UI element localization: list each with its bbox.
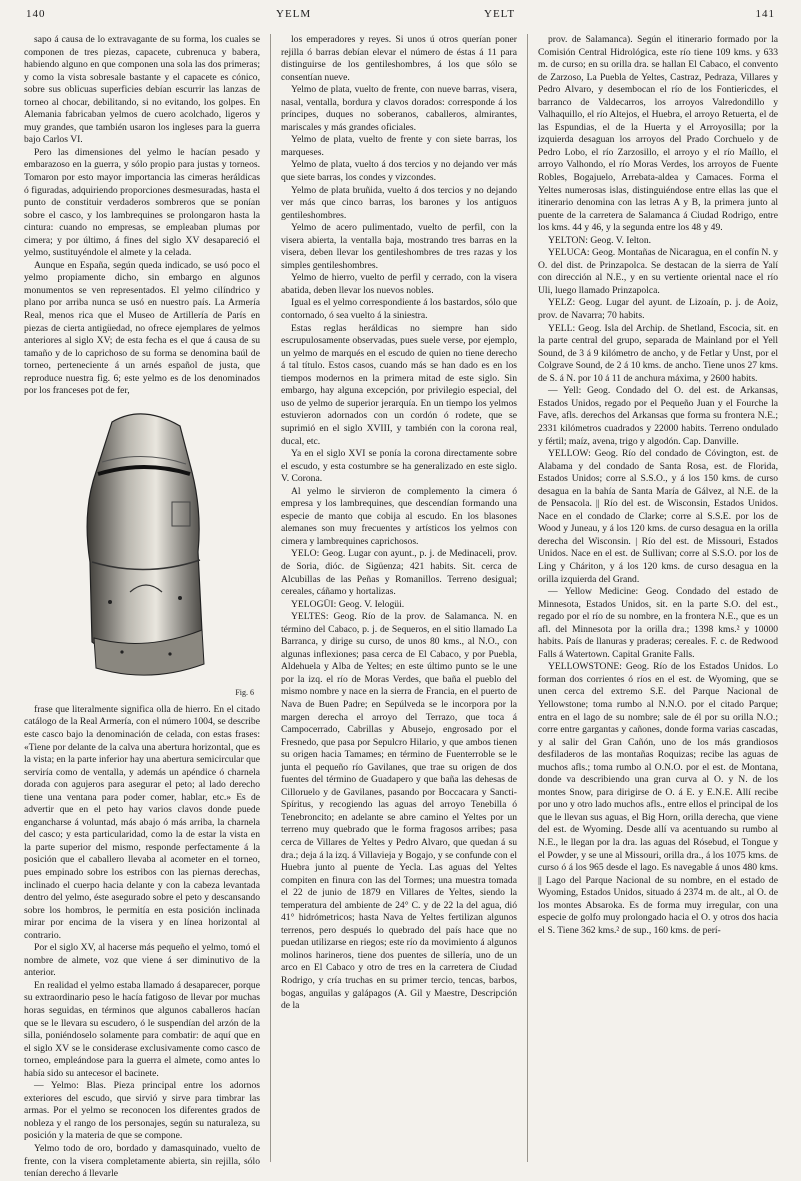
paragraph: los emperadores y reyes. Si unos ú otros querían poner rejilla ó barras debían elevar el número de éstas á 11 para distinguirse de los gentileshombres, á los que sólo se consentían nueve. bbox=[281, 34, 517, 83]
entry-yellowstone: YELLOWSTONE: Geog. Río de los Estados Unidos. Lo forman dos corrientes ó ríos en el est. de Wyoming, que se unen cerca del extremo S.E. del Parque Nacional de Yellowstone; toma rumbo al N.N.O. por el citado Parque; entra en el lago de su nombre; sale de él por su orilla N.O.; corre entre gargantas y cañones, donde forma varias cascadas, y al salir del Gran Cañón, uno de los más grandiosos desfiladeros de las montañas Roquizas; recibe las aguas de muchos afls.; toma rumbo al O.N.O. por el est. de Montana, donde va describiendo una gran curva al O. y N. de los montes Snow, para dirigirse de O. á E. y E.N.E. Allí recibe por uno y otro lado muchos afls., entre ellos el principal de los que le llevan sus aguas, el Big Horn, orilla derecha, que viene del est. de Wyoming. Desde allí va acentuando su rumbo al N.E., le llegan por la dra. las aguas del Rósebud, el Tongue y el Powder, y se une al Missouri, orilla dra., á los 1075 kms. de curso ó á los 965 desde el lago. Es navegable á unos 480 kms. || Lago del Parque Nacional de su nombre, en el estado de Wyoming, Estados Unidos, situado á 2374 m. de alt., al O. de los montes Absaroka. Es de forma muy irregular, con una especie de golfo muy prolongado hacia el O. y otros dos hacia el S. Tiene 362 kms.² de sup., 160 kms. de perí- bbox=[538, 661, 778, 936]
helmet-figure bbox=[24, 402, 260, 702]
paragraph: Yelmo de plata bruñida, vuelto á dos tercios y no dejando ver más que cinco barras, los barones y los antiguos gentileshombres. bbox=[281, 184, 517, 221]
paragraph: Ya en el siglo XVI se ponía la corona directamente sobre el escudo, y esta costumbre se ha generalizado en este siglo. V. Corona. bbox=[281, 448, 517, 485]
running-header bbox=[26, 6, 775, 26]
entry-yellow: YELLOW: Geog. Río del condado de Cóvington, est. de Alabama y del condado de Santa Rosa, est. de Florida, Estados Unidos; corre al S.S.O., y á los 150 kms. de curso desagua en la bahía de Santa María de Gálvez, al N.E. de la de Pensacola. || Río del est. de Wisconsin, Estados Unidos. Nace en el condado de Clarke; corre al S.S.E. por los de Wood y Juneau, y á los 120 kms. de curso desagua en la orilla derecha del Wisconsin. | Río del est. de Missouri, Estados Unidos. Nace en el est. de Sullivan; corre al S.S.O. por los de Ling y Cháriton, y á los 120 kms. de curso desagua en la orilla izquierda del Grand. bbox=[538, 448, 778, 585]
entry-yeluca: YELUCA: Geog. Montañas de Nicaragua, en el confín N. y O. del dist. de Prinzapolca. Se destacan de la sierra de Yalí con dirección al N.E., y en su vertiente oriental nace el río Uli, luego llamado Prinzapolca. bbox=[538, 247, 778, 296]
entry-yelo: YELO: Geog. Lugar con ayunt., p. j. de Medinaceli, prov. de Soria, dióc. de Sigüenza; 421 habits. Sit. cerca de Alcubillas de las Peñas y Romanillos. Terreno desigual; cereales, cáñamo y hortalizas. bbox=[281, 548, 517, 598]
paragraph: frase que literalmente significa olla de hierro. En el citado catálogo de la Real Armería, con el número 1004, se describe este casco bajo la denominación de celada, con estas frases: «Tiene por delante de la calva una abertura horizontal, que es la vista; en la parte inferior hay una abertura semicircular que serviría como de ventalla, y además un apéndice ó charnela dorada con agujeros para asegurar el peto; al lado derecho tiene una ventana para poder comer, hablar, etc.» Es de advertir que en el peto hay varios clavos donde puede engancharse á voluntad, más abajo ó más arriba, la charnela del casco; y esta particularidad, como la de estar la vista en la parte superior del mismo, responde perfectamente á la posición que el caballero llevaba al acometer en el torneo, pues empinado sobre los estribos con las piernas derechas, inclinado el cuerpo hacia delante y con la cabeza levantada dentro del yelmo, éste asegurado sobre el peto y descansando sobre los hombros, le permitía en esta posición inclinada mirar por encima de la visera y en línea horizontal al contrario. bbox=[24, 703, 261, 941]
column-2 bbox=[281, 34, 517, 1162]
paragraph: Por el siglo XV, al hacerse más pequeño el yelmo, tomó el nombre de almete, voz que viene á ser diminutivo de la anterior. bbox=[24, 942, 260, 979]
paragraph: prov. de Salamanca). Según el itinerario formado por la Comisión Central Hidrológica, este río tiene 109 kms. y 633 m. de curso; en su orilla dra. se hallan El Cabaco, el convento de Zarzoso, La Puebla de Yeltes, Castraz, Pedraza, Villares y Pedro Alvaro, y desembocan el río de los Fontiericdes, el barranco de Valdecarros, los arroyos Valredondillo y Valhaquillo, el río Altejos, el Huebra, el arroyo Retuerta, el de las Espundias, el de la Huerta y el Arroyosilla; por la izquierda desaguan los arroyos del Prado Corchuelo y de Pedro Lobo, el río Zarzosillo, el arroyo y el río Maíllo, el arroyo Valhondo, el río Moras Verdes, los arroyos de Fuente Robles, Bogajuelo, Arrebata-aldea y Camaces. Forma el Yeltes numerosas islas, distinguiéndose entre ellas las que el itinerario denomina con las letras A y B, la primera junto al puente de la carretera de Salamanca á Ciudad Rodrigo, entre los kms. 44 y 46, y la segunda entre los 48 y 49. bbox=[538, 34, 778, 234]
paragraph: Igual es el yelmo correspondiente á los bastardos, sólo que contornado, ó sea vuelto á la siniestra. bbox=[281, 297, 517, 322]
entry-yellow-medicine: — Yellow Medicine: Geog. Condado del estado de Minnesota, Estados Unidos, sit. en la parte S.O. del est., regado por el río de su nombre, en la frontera N.E., que es un afl. del Minnesota por la orilla dra.; 1398 kms.² y 10000 habits. País de llanuras y praderas; cereales. F. c. de Redwood Falls á Watertown. Capital Granite Falls. bbox=[538, 586, 778, 660]
column-3 bbox=[538, 34, 778, 1162]
paragraph: Yelmo de acero pulimentado, vuelto de perfil, con la visera abierta, la ventalla baja, mostrando tres barras en la visera, deben llevar los gentileshombres de tres razas y los simples gentileshombres. bbox=[281, 222, 517, 271]
paragraph: Estas reglas heráldicas no siempre han sido escrupulosamente observadas, pues suele verse, por ejemplo, un yelmo de marqués en el escudo de quien no tiene derecho á tal título. Estos casos, cuando más se han dado es en los tiempos modernos en la primera mitad de este siglo. Sin embargo, hay alguna excepción, por privilegio especial, del uso de yelmo de superior jerarquía. En un tiempo los yelmos estuvieron adornados con un cordón ó rodete, que se suprimió en el siglo XVIII, y también con la corona real, ducal, etc. bbox=[281, 322, 517, 447]
entry-yelton: YELTON: Geog. V. Ielton. bbox=[548, 234, 652, 246]
column-1 bbox=[24, 34, 261, 1180]
entry-yelogui: YELOGÜI: Geog. V. Ielogüi. bbox=[291, 598, 405, 610]
column-divider bbox=[527, 34, 528, 1162]
entry-yell-county: — Yell: Geog. Condado del O. del est. de Arkansas, Estados Unidos, regado por el Pequeño Juan y el Fourche la Fave, afls. derechos del Arkansas que forma su frontera N.E.; 2331 kilómetros cuadrados y 22000 habits. Terreno ondulado y fértil; maíz, avena, trigo y algodón. Cap. Danville. bbox=[538, 385, 778, 447]
header-word-left: YELM bbox=[276, 8, 312, 20]
paragraph: Yelmo de plata, vuelto á dos tercios y no dejando ver más que siete barras, los condes y vizcondes. bbox=[281, 159, 517, 184]
paragraph: — Yelmo: Blas. Pieza principal entre los adornos exteriores del escudo, que sirvió y sirve para timbrar las armas. Por el yelmo se reconocen los diferentes grados de nobleza y el rango de los personajes, según su naturaleza, su posición y la materia de que se compone. bbox=[24, 1080, 260, 1142]
paragraph: sapo á causa de lo extravagante de su forma, los cuales se componen de tres piezas, capacete, cubrenuca y babera, habiendo alguno en que componen una sola las dos primeras; y como la vista sobresale bastante y el capacete es cónico, sobre sus oblicuas superficies debían escurrir las lanzas de torneo al chocar, debilitando, si no evitando, los golpes. En Alemania fabricaban yelmos de cuero acolchado, ligeros y muy grandes, que también usaron los ingleses para la guerra bajo Carlos VI. bbox=[24, 34, 260, 146]
paragraph: Yelmo de hierro, vuelto de perfil y cerrado, con la visera abatida, deben llevar los nuevos nobles. bbox=[281, 272, 517, 296]
paragraph: En realidad el yelmo estaba llamado á desaparecer, porque su extraordinario peso le hacía fatigoso de llevar por muchas horas seguidas, en términos que algunos caballeros hacían que se le llevara su escudero, ó le suspendían del arzón de la silla, poniéndoselo solamente para combatir: de aquí que en el siglo XV se le considerase exclusivamente como casco de torneo, empleándose para la guerra el almete, como antes lo había sido su antecesor el bacinete. bbox=[24, 979, 260, 1079]
page-number-left: 140 bbox=[26, 8, 46, 20]
helmet-illustration bbox=[52, 402, 232, 698]
paragraph: Yelmo de plata, vuelto de frente, con nueve barras, visera, nasal, ventalla, bordura y clavos dorados: corresponde á los príncipes, duques no soberanos, caballeros, almirantes, mariscales y más grandes oficiales. bbox=[281, 84, 517, 133]
entry-yell: YELL: Geog. Isla del Archip. de Shetland, Escocia, sit. en la parte central del grupo, separada de Mainland por el Yell Sound, de 3 á 9 kilómetro de ancho, y de Fetlar y Unst, por el Colgrave Sound, de 2 á 10 kms. de ancho. Tiene unos 27 kms. de S. á N. por 10 á 11 de anchura máxima, y 2600 habits. bbox=[538, 322, 778, 384]
header-word-right: YELT bbox=[484, 8, 516, 20]
paragraph: Aunque en España, según queda indicado, se usó poco el yelmo propiamente dicho, sin embargo en algunos monumentos se ven representados. El yelmo cilíndrico y plano por arriba nunca se usó en nuestro país. La Armería Real, menos rica que el Museo de Artillería de París en piezas de cierta antigüedad, no ofrece ejemplares de yelmos anteriores al siglo XV; de esta fecha es el que á causa de su tamaño y de lo caprichoso de su forma se denomina baúl de torneo, perteneciente á un arnés español de justa, que reproduce nuestra fig. 6; este yelmo es de los denominados por los franceses pot de fer, bbox=[24, 259, 260, 397]
figure-caption: Fig. 6 bbox=[235, 688, 254, 698]
paragraph: Al yelmo le sirvieron de complemento la cimera ó empresa y los lambrequines, que descendían formando una especie de manto que cobija al escudo. En los blasones alemanes son muy frecuentes y artísticos los yelmos con cimera y lambrequines caprichosos. bbox=[281, 485, 517, 547]
entry-yelz: YELZ: Geog. Lugar del ayunt. de Lizoaín, p. j. de Aoiz, prov. de Navarra; 70 habits. bbox=[538, 297, 778, 322]
page-number-right: 141 bbox=[755, 8, 775, 20]
paragraph: Pero las dimensiones del yelmo le hacían pesado y embarazoso en la guerra, y sólo propio para justas y torneos. Tomaron por esto mayor importancia las cimeras heráldicas ó figuradas, adquiriendo proporciones desmesuradas, hasta el punto de constituir verdaderos sombreros que se ponían sobre el casco, y los lambrequines se prolongaron hasta la cintura: cuando no empresas, se empleaban plumas por cimera; y por último, á fines del siglo XV desapareció el yelmo, sustituyéndole el almete y la celada. bbox=[24, 146, 260, 259]
paragraph: Yelmo todo de oro, bordado y damasquinado, vuelto de frente, con la visera completamente abierta, sin rejilla, sólo tenían derecho á llevarle bbox=[24, 1143, 260, 1180]
paragraph: Yelmo de plata, vuelto de frente y con siete barras, los marqueses. bbox=[281, 134, 517, 158]
column-divider bbox=[270, 34, 271, 1162]
entry-yeltes: YELTES: Geog. Río de la prov. de Salamanca. N. en término del Cabaco, p. j. de Sequeros, en el sitio llamado La Barranca, y dirige su curso, de unos 80 kms., al N.O., con algunas inflexiones; pasa cerca de El Cabaco, y por Puebla, Aldehuela y Alba de Yeltes; en este último punto se le une por la izq. el río de Moras Verdes, que baña el pueblo del mismo nombre y nace en la sierra de Francia, en el puerto de Nava de Buen Padre; en Sepúlveda se le incorpora por la margen derecha el arroyo del Terrazo, que toca á Campocerrado, Cabrillas y Abusejo, engrosado por el Fresnedo, que pasa por Sepulcro Hilario, y que ambos tienen su origen hacia Tamames; en término de Fuenterroble se le junta el pequeño río Gavilanes, que trae su origen de dos fuentes del término de Guadapero y que baña las dehesas de Cilloruelo y de Gavilanes, pasando por Boccacara y Sancti-Spíritus, y recogiendo las aguas del arroyo Tenebilla ó Tenebroncito; en adelante se abre camino el Yeltes por un terreno muy quebrado que le forma fragosos arribes; pasa cerca de Villares de Yeltes y Pedro Alvaro, que quedan á su dra.; deja á la izq. á Villavieja y Bogajo, y se confunde con el Huebra junto al puente de Yecla. Las aguas del Yeltes compiten en finura con las del Tormes; una muestra tomada el 22 de junio de 1879 en Villares de Yeltes, siendo la temperatura del ambiente de 24° C. y de 22 la del agua, dió 41° hidrómetricos; hasta Nava de Yeltes fertilizan algunos terrenos, pero después lo quebrado del país hace que no puedan utilizarse en riegos; este río da movimiento á algunos molinos harineros, tiene dos puentes de sillería, uno de un arco en El Cabaco y otro de tres en la carretera de Ciudad Rodrigo, y cría truchas en su primer tercio, tencas, barbos, bogas, anguilas y galápagos (A. Gil y Maestre, Descripción de la bbox=[281, 611, 517, 1012]
